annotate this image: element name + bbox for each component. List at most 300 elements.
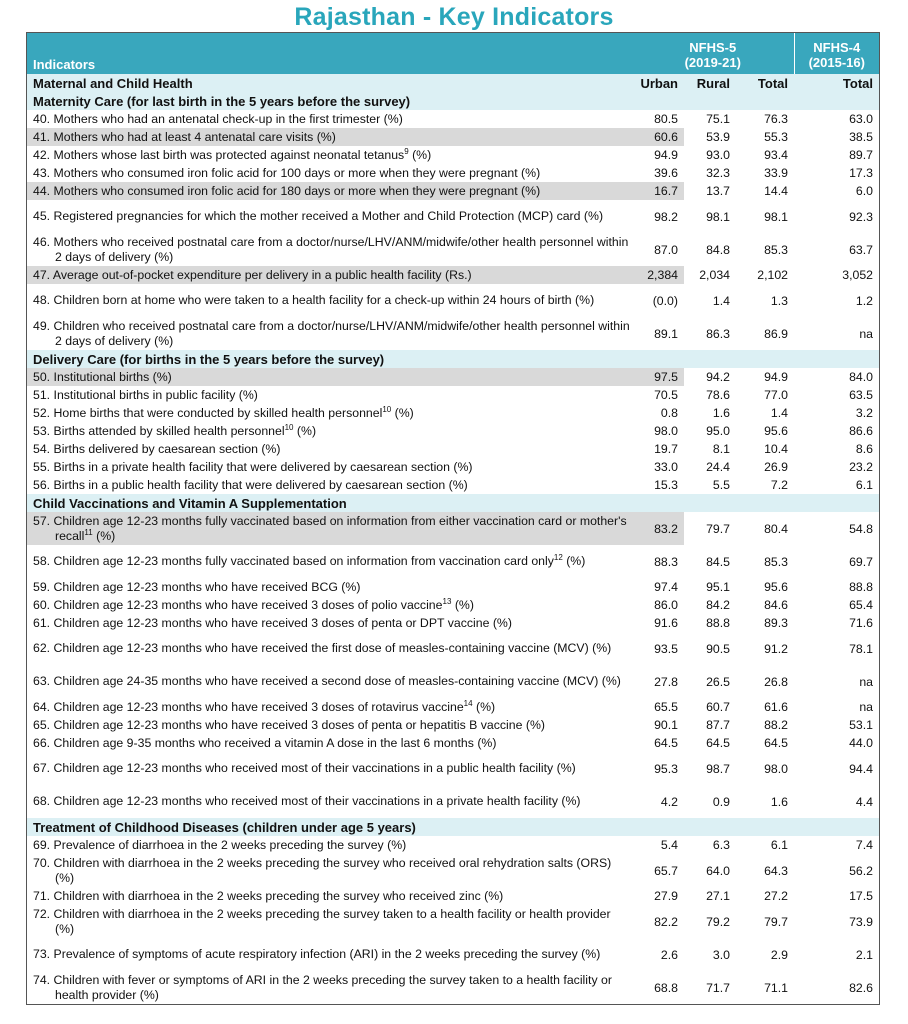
indicator-cell	[27, 266, 632, 284]
table-row	[27, 734, 879, 752]
value-total: 76.3	[764, 112, 789, 126]
indicator-text: Children born at home who were taken to a health facility for a check-up within 24 hours of birth (%)	[53, 293, 595, 307]
footnote-marker: 10	[284, 422, 294, 432]
indicator-text: Mothers who received postnatal care from a doctor/nurse/LHV/ANM/midwife/other health personnel within 2 days of delivery (%)	[53, 234, 629, 264]
indicator-text: Births delivered by caesarean section (%)	[53, 441, 281, 456]
indicator-unit: (%)	[472, 699, 496, 714]
footnote-marker: 10	[382, 404, 392, 414]
value-total: 1.3	[770, 293, 789, 308]
indicator-number: 44.	[33, 183, 51, 198]
value-urban: 97.5	[632, 368, 684, 386]
value-nfhs4-total: 63.0	[849, 112, 874, 126]
value-rural: 13.7	[706, 184, 730, 198]
value-nfhs4-total: na	[859, 700, 874, 714]
indicator-cell	[27, 734, 632, 752]
indicator-text: Children with diarrhoea in the 2 weeks preceding the survey taken to a health facility or health provider (%)	[53, 906, 611, 936]
table-row	[27, 836, 879, 854]
value-urban: 98.2	[654, 209, 678, 224]
value-rural: 84.2	[706, 598, 730, 612]
value-total: 85.3	[764, 242, 789, 257]
value-rural: 78.6	[706, 388, 730, 402]
nfhs4-years: (2015-16)	[794, 55, 879, 74]
indicator-number: 72.	[33, 906, 51, 921]
value-nfhs4-total: 3.2	[855, 406, 874, 420]
indicator-text: Children age 24-35 months who have received a second dose of measles-containing vaccine (MCV) (%)	[53, 674, 621, 688]
table-row	[27, 200, 879, 233]
table-row	[27, 404, 879, 422]
value-urban: 82.2	[654, 914, 678, 929]
indicator-number: 63.	[33, 674, 51, 688]
table-row	[27, 785, 879, 818]
indicator-text: Children with diarrhoea in the 2 weeks preceding the survey who received oral rehydration salts (ORS) (%)	[53, 855, 612, 885]
value-rural: 71.7	[706, 980, 730, 995]
indicator-text: Children age 12-23 months fully vaccinated based on information from either vaccination card or mother's recall	[53, 513, 627, 543]
value-urban: 2.6	[660, 947, 678, 962]
value-rural: 86.3	[706, 326, 730, 341]
indicator-number: 69.	[33, 837, 51, 852]
value-rural: 79.7	[706, 521, 730, 536]
value-total: 91.2	[764, 641, 789, 656]
indicator-number: 52.	[33, 405, 51, 420]
table-row	[27, 146, 879, 164]
nfhs5-header: NFHS-5	[632, 33, 794, 55]
value-nfhs4-total: 71.6	[849, 616, 874, 630]
nfhs4-header: NFHS-4	[794, 33, 879, 55]
value-urban: 39.6	[654, 166, 678, 180]
indicator-unit: (%)	[408, 147, 432, 162]
value-urban: (0.0)	[652, 293, 678, 308]
table-row	[27, 887, 879, 905]
value-urban: 27.9	[654, 889, 678, 903]
section-header	[27, 818, 879, 836]
indicator-cell	[27, 596, 632, 614]
value-nfhs4-total: 89.7	[849, 148, 874, 162]
value-urban: 89.1	[654, 326, 678, 341]
table-row	[27, 596, 879, 614]
table-row	[27, 284, 879, 317]
indicator-cell	[27, 632, 632, 665]
value-rural: 75.1	[706, 112, 730, 126]
table-row	[27, 512, 879, 545]
indicator-cell	[27, 836, 632, 854]
indicator-unit: (%)	[92, 528, 116, 543]
value-total: 2,102	[757, 268, 789, 282]
indicator-text: Mothers who consumed iron folic acid for 100 days or more when they were pregnant (%)	[53, 165, 541, 180]
value-nfhs4-total: 6.0	[855, 184, 874, 198]
value-urban: 83.2	[632, 512, 684, 545]
value-total: 14.4	[764, 184, 789, 198]
indicators-body	[27, 74, 879, 1004]
value-urban: 5.4	[660, 838, 678, 852]
value-total: 10.4	[764, 442, 789, 456]
value-total: 93.4	[764, 148, 789, 162]
table-row	[27, 440, 879, 458]
col-rural-header: Rural	[684, 74, 736, 92]
indicator-number: 66.	[33, 735, 51, 750]
indicator-text: Average out-of-pocket expenditure per delivery in a public health facility (Rs.)	[52, 267, 472, 282]
indicator-cell	[27, 164, 632, 182]
indicator-cell	[27, 578, 632, 596]
value-rural: 93.0	[706, 148, 730, 162]
value-urban: 27.8	[654, 674, 678, 689]
indicator-cell	[27, 905, 632, 938]
value-rural: 84.5	[706, 554, 730, 569]
indicator-text: Children age 12-23 months who have received 3 doses of polio vaccine	[53, 597, 443, 612]
indicator-cell	[27, 200, 632, 233]
value-nfhs4-total: 1.2	[855, 293, 874, 308]
value-nfhs4-total: 94.4	[849, 761, 874, 776]
value-nfhs4-total: 44.0	[849, 736, 874, 750]
indicator-cell	[27, 317, 632, 350]
indicator-unit: (%)	[562, 554, 586, 568]
value-nfhs4-total: 38.5	[849, 130, 874, 144]
indicator-text: Prevalence of symptoms of acute respiratory infection (ARI) in the 2 weeks preceding the survey (%)	[53, 947, 601, 961]
indicator-cell	[27, 128, 632, 146]
value-total: 26.9	[764, 460, 789, 474]
footnote-marker: 12	[553, 552, 563, 562]
value-urban: 33.0	[654, 460, 678, 474]
value-total: 88.2	[764, 718, 789, 732]
indicator-text: Children age 12-23 months who have received 3 doses of rotavirus vaccine	[53, 699, 464, 714]
value-rural: 84.8	[706, 242, 730, 257]
value-total: 80.4	[764, 521, 789, 536]
indicator-text: Mothers who had an antenatal check-up in the first trimester (%)	[53, 111, 403, 126]
indicator-text: Births in a private health facility that were delivered by caesarean section (%)	[53, 459, 473, 474]
indicator-number: 40.	[33, 111, 51, 126]
value-rural: 79.2	[706, 914, 730, 929]
value-nfhs4-total: 6.1	[855, 478, 874, 492]
indicators-table	[27, 33, 879, 1004]
table-row	[27, 368, 879, 386]
table-row	[27, 317, 879, 350]
table-row	[27, 164, 879, 182]
value-rural: 2,034	[699, 268, 730, 282]
indicator-text: Children age 12-23 months who received most of their vaccinations in a public health facility (%)	[53, 761, 576, 775]
value-total: 95.6	[764, 424, 789, 438]
indicator-number: 61.	[33, 615, 51, 630]
value-nfhs4-total: 4.4	[855, 794, 874, 809]
value-urban: 70.5	[654, 388, 678, 402]
indicator-cell	[27, 404, 632, 422]
section-title: Child Vaccinations and Vitamin A Supplementation	[27, 494, 879, 512]
value-rural: 87.7	[706, 718, 730, 732]
indicator-text: Children age 9-35 months who received a vitamin A dose in the last 6 months (%)	[53, 735, 497, 750]
value-rural: 0.9	[712, 794, 730, 809]
footnote-marker: 13	[442, 596, 452, 606]
indicator-text: Births attended by skilled health personnel	[53, 423, 285, 438]
indicator-number: 73.	[33, 947, 51, 961]
value-nfhs4-total: 73.9	[849, 914, 874, 929]
value-rural: 90.5	[706, 641, 730, 656]
value-rural: 1.4	[712, 293, 730, 308]
indicator-text: Mothers who had at least 4 antenatal care visits (%)	[53, 129, 336, 144]
value-nfhs4-total: 88.8	[849, 580, 874, 594]
indicator-text: Mothers who consumed iron folic acid for 180 days or more when they were pregnant (%)	[53, 183, 541, 198]
value-total: 26.8	[764, 674, 789, 689]
value-nfhs4-total: 84.0	[849, 370, 874, 384]
table-row	[27, 854, 879, 887]
value-nfhs4-total: 69.7	[849, 554, 874, 569]
indicator-text: Institutional births in public facility (%)	[53, 387, 258, 402]
indicator-number: 55.	[33, 459, 51, 474]
value-urban: 4.2	[660, 794, 678, 809]
indicator-text: Children with fever or symptoms of ARI in the 2 weeks preceding the survey taken to a health facility or health provider (%)	[53, 972, 612, 1002]
value-urban: 80.5	[654, 112, 678, 126]
indicator-number: 59.	[33, 579, 51, 594]
indicator-number: 42.	[33, 147, 51, 162]
indicator-number: 71.	[33, 888, 51, 903]
value-total: 7.2	[770, 478, 789, 492]
section-header	[27, 494, 879, 512]
section-header	[27, 74, 879, 92]
value-nfhs4-total: 17.3	[849, 166, 874, 180]
value-nfhs4-total: 78.1	[849, 641, 874, 656]
value-nfhs4-total: 86.6	[849, 424, 874, 438]
indicator-text: Institutional births (%)	[53, 369, 172, 384]
value-rural: 64.5	[706, 736, 730, 750]
table-row	[27, 632, 879, 665]
indicator-cell	[27, 458, 632, 476]
indicator-text: Children age 12-23 months who received most of their vaccinations in a private health facility (%)	[53, 794, 581, 808]
value-rural: 88.8	[706, 616, 730, 630]
value-rural: 64.0	[706, 863, 730, 878]
value-nfhs4-total: 7.4	[855, 838, 874, 852]
indicator-cell	[27, 971, 632, 1004]
indicator-cell	[27, 614, 632, 632]
value-total: 64.3	[764, 863, 789, 878]
table-row	[27, 233, 879, 266]
section-title: Delivery Care (for births in the 5 years before the survey)	[27, 350, 879, 368]
indicator-number: 54.	[33, 441, 51, 456]
indicator-number: 56.	[33, 477, 51, 492]
indicator-text: Children age 12-23 months who have received the first dose of measles-containing vaccine (MCV) (%)	[53, 641, 612, 655]
value-rural: 1.6	[712, 406, 730, 420]
indicator-unit: (%)	[391, 405, 414, 420]
value-total: 98.1	[764, 209, 789, 224]
table-row	[27, 905, 879, 938]
indicator-number: 68.	[33, 794, 51, 808]
footnote-marker: 11	[84, 527, 93, 537]
table-row	[27, 458, 879, 476]
value-nfhs4-total: 63.7	[849, 242, 874, 257]
indicator-cell	[27, 440, 632, 458]
value-total: 27.2	[764, 889, 789, 903]
value-rural: 3.0	[712, 947, 730, 962]
indicator-unit: (%)	[293, 423, 317, 438]
value-rural: 6.3	[712, 838, 730, 852]
value-total: 1.6	[770, 794, 789, 809]
table-row	[27, 110, 879, 128]
indicator-text: Home births that were conducted by skilled health personnel	[53, 405, 383, 420]
indicator-cell	[27, 146, 632, 164]
value-urban: 0.8	[660, 406, 678, 420]
value-rural: 94.2	[706, 370, 730, 384]
value-urban: 19.7	[654, 442, 678, 456]
value-total: 77.0	[764, 388, 789, 402]
value-total: 94.9	[764, 370, 789, 384]
indicator-number: 50.	[33, 369, 51, 384]
table-row	[27, 614, 879, 632]
value-urban: 16.7	[632, 182, 684, 200]
indicators-header: Indicators	[27, 33, 632, 74]
indicator-text: Children age 12-23 months who have received 3 doses of penta or DPT vaccine (%)	[53, 615, 512, 630]
indicator-cell	[27, 386, 632, 404]
value-total: 6.1	[770, 838, 789, 852]
value-urban: 98.0	[654, 424, 678, 438]
indicator-cell	[27, 698, 632, 716]
indicator-cell	[27, 476, 632, 494]
indicator-number: 45.	[33, 209, 51, 223]
value-urban: 65.5	[654, 700, 678, 714]
value-urban: 94.9	[654, 148, 678, 162]
indicator-cell	[27, 368, 632, 386]
value-total: 79.7	[764, 914, 789, 929]
section-title: Maternal and Child Health	[27, 74, 632, 92]
value-nfhs4-total: 54.8	[849, 521, 874, 536]
value-rural: 98.1	[706, 209, 730, 224]
value-urban: 60.6	[632, 128, 684, 146]
indicator-cell	[27, 716, 632, 734]
value-total: 84.6	[764, 598, 789, 612]
value-total: 95.6	[764, 580, 789, 594]
indicator-cell	[27, 752, 632, 785]
indicator-number: 58.	[33, 554, 51, 568]
indicator-cell	[27, 233, 632, 266]
value-total: 33.9	[764, 166, 789, 180]
col-urban-header: Urban	[632, 74, 684, 92]
value-nfhs4-total: 3,052	[842, 268, 874, 282]
value-total: 86.9	[764, 326, 789, 341]
value-urban: 93.5	[654, 641, 678, 656]
footnote-marker: 9	[404, 146, 409, 156]
indicator-text: Children age 12-23 months fully vaccinated based on information from vaccination card only	[53, 554, 554, 568]
nfhs5-years: (2019-21)	[632, 55, 794, 74]
value-nfhs4-total: 53.1	[849, 718, 874, 732]
table-row	[27, 716, 879, 734]
table-row	[27, 698, 879, 716]
value-rural: 26.5	[706, 674, 730, 689]
value-total: 55.3	[764, 130, 789, 144]
indicator-text: Registered pregnancies for which the mother received a Mother and Child Protection (MCP) card (%)	[53, 209, 604, 223]
indicator-cell	[27, 284, 632, 317]
section-header	[27, 92, 879, 110]
table-row	[27, 422, 879, 440]
value-nfhs4-total: na	[859, 674, 874, 689]
value-urban: 2,384	[632, 266, 684, 284]
value-urban: 15.3	[654, 478, 678, 492]
indicator-cell	[27, 110, 632, 128]
table-row	[27, 938, 879, 971]
value-total: 71.1	[764, 980, 789, 995]
indicator-number: 49.	[33, 318, 51, 333]
col-nfhs4-total-header: Total	[794, 74, 879, 92]
value-nfhs4-total: 8.6	[855, 442, 874, 456]
value-total: 61.6	[764, 700, 789, 714]
indicator-number: 48.	[33, 293, 51, 307]
value-total: 89.3	[764, 616, 789, 630]
value-rural: 24.4	[706, 460, 730, 474]
section-title: Maternity Care (for last birth in the 5 years before the survey)	[27, 92, 879, 110]
page-title: Rajasthan - Key Indicators	[294, 3, 614, 31]
table-row	[27, 578, 879, 596]
indicator-text: Births in a public health facility that were delivered by caesarean section (%)	[53, 477, 468, 492]
value-urban: 65.7	[654, 863, 678, 878]
indicator-cell	[27, 785, 632, 818]
table-row	[27, 752, 879, 785]
indicator-number: 67.	[33, 761, 51, 775]
footnote-marker: 14	[463, 698, 473, 708]
value-urban: 68.8	[654, 980, 678, 995]
indicator-number: 60.	[33, 597, 51, 612]
value-rural: 95.1	[706, 580, 730, 594]
value-nfhs4-total: 23.2	[849, 460, 874, 474]
value-urban: 95.3	[654, 761, 678, 776]
indicator-number: 57.	[33, 513, 51, 528]
indicator-text: Mothers whose last birth was protected against neonatal tetanus	[53, 147, 405, 162]
table-row	[27, 545, 879, 578]
indicator-text: Children who received postnatal care from a doctor/nurse/LHV/ANM/midwife/other health personnel within 2 days of delivery (%)	[53, 318, 630, 348]
value-urban: 90.1	[654, 718, 678, 732]
indicator-text: Children age 12-23 months who have received BCG (%)	[53, 579, 361, 594]
section-header	[27, 350, 879, 368]
value-rural: 32.3	[706, 166, 730, 180]
indicator-number: 43.	[33, 165, 51, 180]
indicator-cell	[27, 938, 632, 971]
indicator-cell	[27, 545, 632, 578]
indicator-number: 65.	[33, 717, 51, 732]
indicator-number: 74.	[33, 972, 51, 987]
value-urban: 87.0	[654, 242, 678, 257]
indicator-text: Prevalence of diarrhoea in the 2 weeks preceding the survey (%)	[53, 837, 407, 852]
section-title: Treatment of Childhood Diseases (children under age 5 years)	[27, 818, 879, 836]
value-nfhs4-total: 63.5	[849, 388, 874, 402]
table-row	[27, 266, 879, 284]
indicator-cell	[27, 854, 632, 887]
value-total: 85.3	[764, 554, 789, 569]
table-row	[27, 182, 879, 200]
indicator-cell	[27, 182, 632, 200]
value-rural: 95.0	[706, 424, 730, 438]
value-rural: 5.5	[712, 478, 730, 492]
value-nfhs4-total: 82.6	[849, 980, 874, 995]
indicator-number: 64.	[33, 699, 51, 714]
value-total: 64.5	[764, 736, 789, 750]
value-nfhs4-total: 92.3	[849, 209, 874, 224]
value-nfhs4-total: 56.2	[849, 863, 874, 878]
table-row	[27, 386, 879, 404]
indicator-number: 46.	[33, 234, 51, 249]
value-total: 2.9	[770, 947, 789, 962]
indicator-cell	[27, 887, 632, 905]
table-row	[27, 665, 879, 698]
indicator-cell	[27, 422, 632, 440]
value-rural: 60.7	[706, 700, 730, 714]
value-rural: 53.9	[706, 130, 730, 144]
indicators-table-frame	[26, 32, 880, 1005]
value-urban: 86.0	[654, 598, 678, 612]
indicator-unit: (%)	[451, 597, 474, 612]
value-total: 1.4	[770, 406, 789, 420]
table-row	[27, 128, 879, 146]
value-urban: 97.4	[654, 580, 678, 594]
value-total: 98.0	[764, 761, 789, 776]
indicator-number: 47.	[33, 267, 51, 282]
value-rural: 98.7	[706, 761, 730, 776]
indicator-text: Children with diarrhoea in the 2 weeks preceding the survey who received zinc (%)	[53, 888, 504, 903]
value-nfhs4-total: 65.4	[849, 598, 874, 612]
indicator-number: 62.	[33, 641, 51, 655]
value-nfhs4-total: 17.5	[849, 889, 874, 903]
